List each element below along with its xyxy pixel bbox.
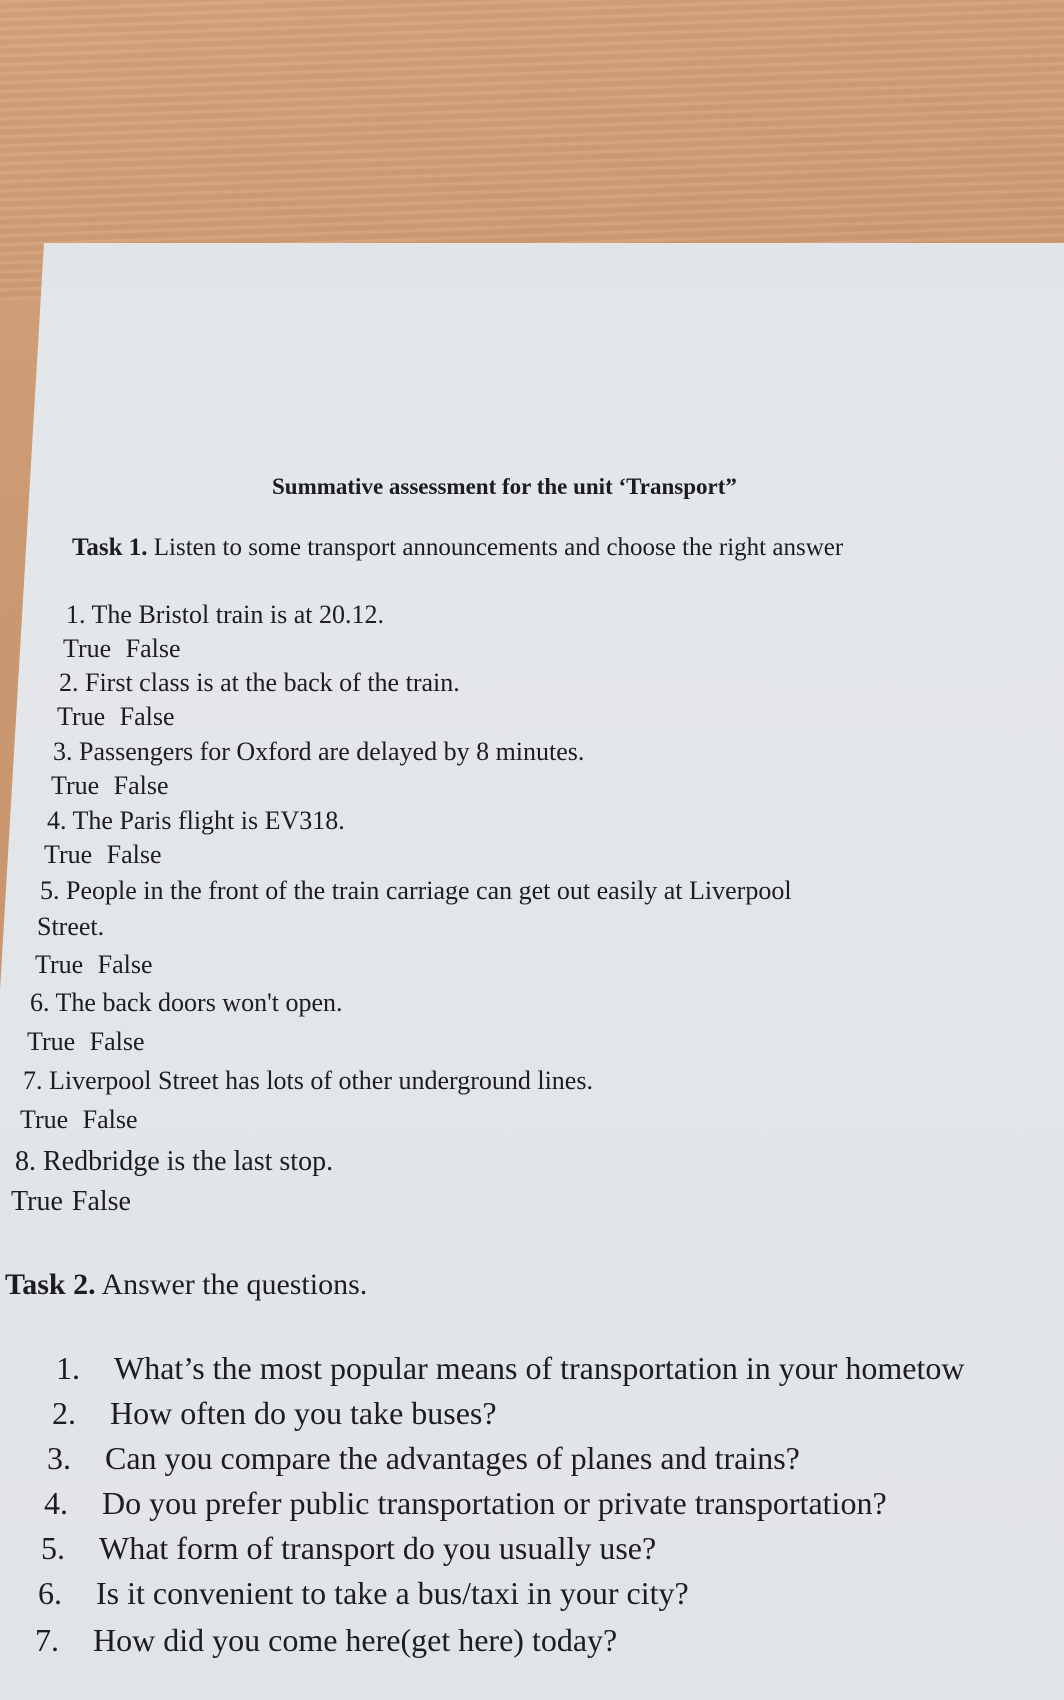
task1-label: Task 1.: [72, 534, 148, 561]
task1-item-8: [15, 1146, 333, 1178]
task1-heading: [72, 534, 843, 562]
true-false-options-5: True False: [35, 950, 153, 979]
task1-item-4: [47, 806, 345, 836]
question-text: How did you come here(get here) today?: [93, 1622, 618, 1658]
item-number: 1.: [66, 600, 86, 629]
question-text: What’s the most popular means of transportation in your hometow: [114, 1350, 965, 1386]
question-number: 7.: [35, 1622, 59, 1658]
question-number: 4.: [44, 1485, 68, 1521]
task2-question-3: [47, 1440, 800, 1477]
item-statement: Passengers for Oxford are delayed by 8 minutes.: [79, 737, 585, 766]
question-text: How often do you take buses?: [110, 1395, 497, 1431]
task2-question-7: [35, 1622, 617, 1659]
task1-instruction: Listen to some transport announcements and choose the right answer: [153, 534, 844, 561]
task2-instruction: Answer the questions.: [101, 1268, 368, 1301]
item-statement: People in the front of the train carriage can get out easily at Liverpool: [66, 876, 792, 905]
task1-item-6: [30, 988, 343, 1018]
item-number: 3.: [53, 737, 73, 766]
task1-item-5: [40, 876, 792, 906]
item-statement: The Paris flight is EV318.: [72, 806, 345, 835]
task1-item-2: [59, 668, 460, 698]
true-false-options-3: True False: [51, 771, 169, 800]
question-text: Can you compare the advantages of planes and trains?: [105, 1440, 800, 1476]
question-number: 1.: [56, 1350, 80, 1386]
worksheet-title: Summative assessment for the unit ‘Transport”: [272, 474, 737, 499]
item-statement: First class is at the back of the train.: [85, 668, 460, 697]
item-statement: The Bristol train is at 20.12.: [91, 600, 384, 629]
task2-question-5: [41, 1530, 656, 1567]
task2-question-6: [38, 1575, 689, 1612]
question-number: 5.: [41, 1530, 65, 1566]
item-number: 4.: [47, 806, 67, 835]
item-statement: Redbridge is the last stop.: [43, 1146, 334, 1177]
question-number: 2.: [52, 1395, 76, 1431]
true-false-options-7: True False: [20, 1105, 138, 1134]
task2-heading: [5, 1268, 367, 1302]
task1-item-1: [66, 600, 384, 630]
task2-label: Task 2.: [5, 1268, 96, 1301]
true-false-options-6: True False: [27, 1027, 145, 1056]
item-number: 7.: [23, 1066, 43, 1095]
task2-question-4: [44, 1485, 887, 1522]
true-false-options-4: True False: [44, 840, 162, 869]
question-text: Is it convenient to take a bus/taxi in your city?: [96, 1575, 689, 1611]
task2-question-2: [52, 1395, 497, 1432]
item-statement: The back doors won't open.: [55, 988, 343, 1017]
question-number: 6.: [38, 1575, 62, 1611]
item-number: 6.: [30, 988, 50, 1017]
item-number: 8.: [15, 1146, 36, 1177]
item-statement: Liverpool Street has lots of other underground lines.: [49, 1066, 593, 1095]
question-text: Do you prefer public transportation or private transportation?: [102, 1485, 887, 1521]
true-false-options-1: True False: [63, 634, 181, 663]
question-text: What form of transport do you usually use?: [99, 1530, 657, 1566]
task1-item-3: [53, 737, 584, 767]
true-false-options-2: True False: [57, 702, 175, 731]
task2-question-1: [56, 1350, 965, 1387]
item-number: 5.: [40, 876, 60, 905]
item-number: 2.: [59, 668, 79, 697]
task1-item-5-continuation: Street.: [37, 912, 105, 941]
question-number: 3.: [47, 1440, 71, 1476]
task1-item-7: [23, 1066, 593, 1096]
true-false-options-8: True False: [11, 1186, 131, 1217]
